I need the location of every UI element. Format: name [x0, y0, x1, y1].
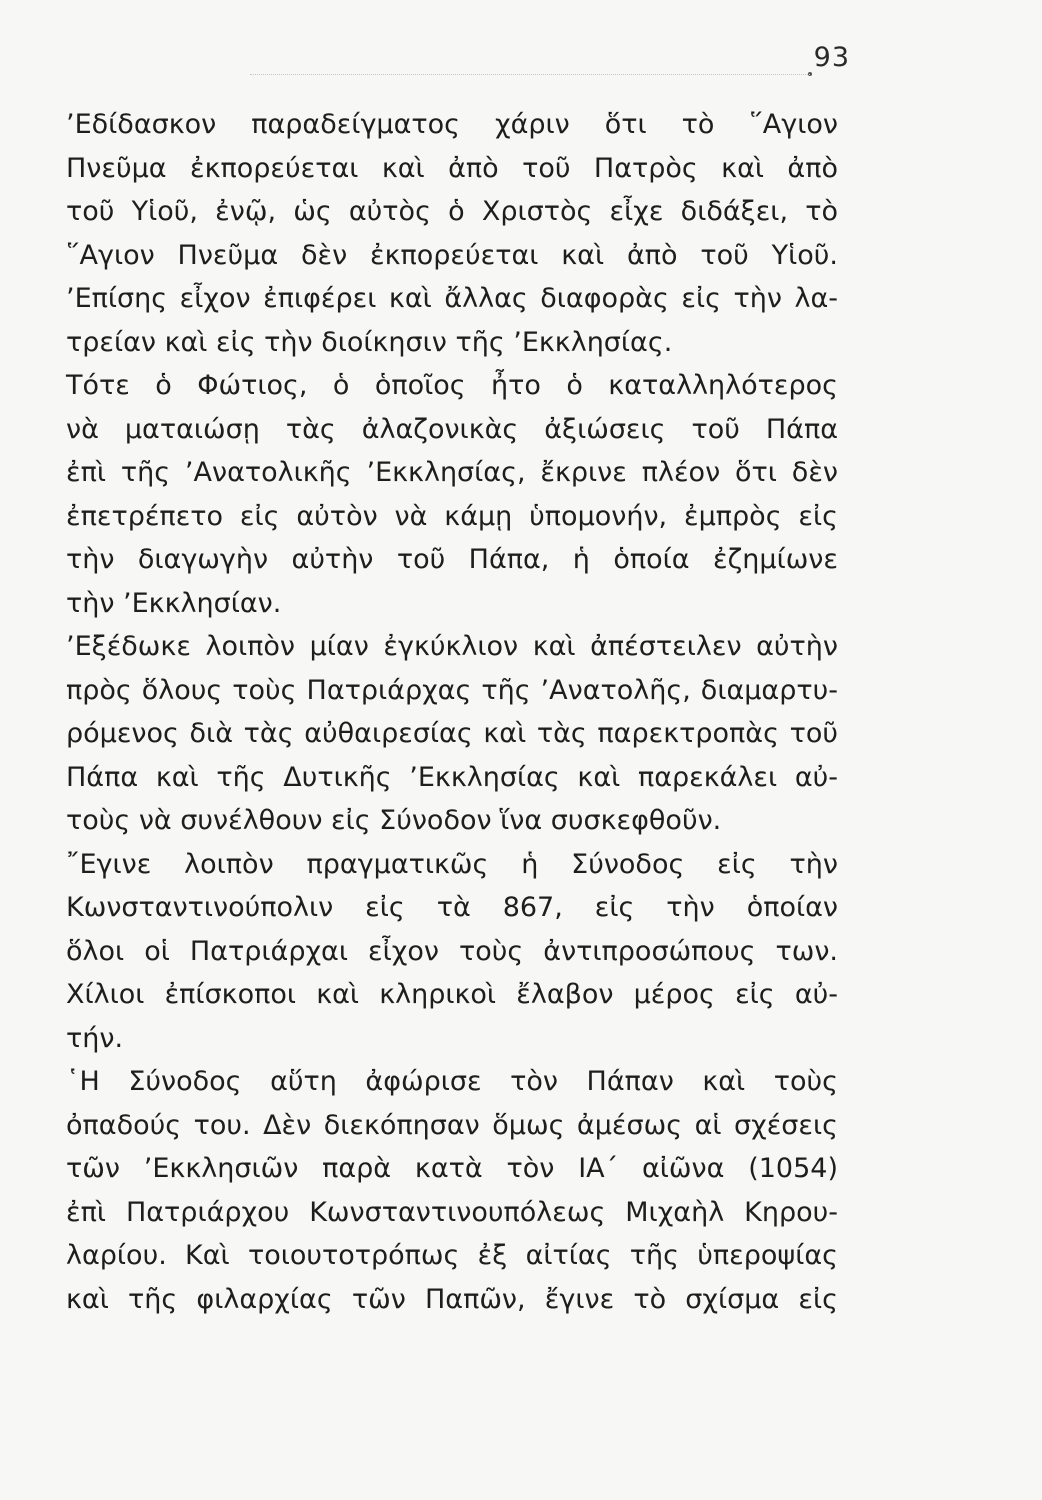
text-line: ’Επίσης εἶχον ἐπιφέρει καὶ ἄλλας διαφορὰς εἰς τὴν λα-	[66, 283, 838, 314]
text-line: τοῦ Υἱοῦ, ἐνῷ, ὡς αὐτὸς ὁ Χριστὸς εἶχε διδάξει, τὸ	[66, 196, 838, 227]
text-line: ῎Εγινε λοιπὸν πραγματικῶς ἡ Σύνοδος εἰς τὴν	[66, 848, 838, 880]
text-line: Χίλιοι ἐπίσκοποι καὶ κληρικοὶ ἔλαβον μέρος εἰς αὐ-	[66, 979, 838, 1010]
text-line: τῶν ’Εκκλησιῶν παρὰ κατὰ τὸν ΙΑ΄ αἰῶνα (1054)	[66, 1153, 838, 1184]
text-line: τήν.	[66, 1022, 124, 1054]
page-number: 93	[790, 42, 850, 73]
text-line: ῾Η Σύνοδος αὕτη ἀφώρισε τὸν Πάπαν καὶ τοὺς	[66, 1066, 838, 1097]
text-line: πρὸς ὅλους τοὺς Πατριάρχας τῆς ’Ανατολῆς, διαμαρτυ-	[66, 674, 838, 706]
text-line: τρείαν καὶ εἰς τὴν διοίκησιν τῆς ’Εκκλησίας.	[66, 326, 673, 358]
text-line: Τότε ὁ Φώτιος, ὁ ὁποῖος ἦτο ὁ καταλληλότερος	[66, 370, 838, 401]
text-line: Πνεῦμα ἐκπορεύεται καὶ ἀπὸ τοῦ Πατρὸς καὶ ἀπὸ	[66, 152, 838, 184]
text-line: ἐπὶ Πατριάρχου Κωνσταντινουπόλεως Μιχαὴλ Κηρου-	[66, 1196, 838, 1228]
text-line: ’Εξέδωκε λοιπὸν μίαν ἐγκύκλιον καὶ ἀπέστειλεν αὐτὴν	[66, 631, 838, 662]
text-line: τοὺς νὰ συνέλθουν εἰς Σύνοδον ἵνα συσκεφθοῦν.	[66, 805, 722, 836]
text-line: ὅλοι οἱ Πατριάρχαι εἶχον τοὺς ἀντιπροσώπους των.	[66, 935, 838, 967]
text-line: Κωνσταντινούπολιν εἰς τὰ 867, εἰς τὴν ὁποίαν	[66, 892, 838, 923]
text-line: ρόμενος διὰ τὰς αὐθαιρεσίας καὶ τὰς παρεκτροπὰς τοῦ	[66, 718, 838, 749]
text-line: ἐπὶ τῆς ’Ανατολικῆς ’Εκκλησίας, ἔκρινε πλέον ὅτι δὲν	[66, 457, 838, 488]
body-text	[66, 103, 838, 1321]
text-line: ῞Αγιον Πνεῦμα δὲν ἐκπορεύεται καὶ ἀπὸ τοῦ Υἱοῦ.	[66, 239, 838, 271]
text-line: ὀπαδούς του. Δὲν διεκόπησαν ὅμως ἀμέσως αἱ σχέσεις	[66, 1109, 838, 1141]
text-line: Πάπα καὶ τῆς Δυτικῆς ’Εκκλησίας καὶ παρεκάλει αὐ-	[66, 761, 838, 793]
text-line: ἐπετρέπετο εἰς αὐτὸν νὰ κάμῃ ὑπομονήν, ἐμπρὸς εἰς	[66, 500, 838, 532]
text-line: τὴν διαγωγὴν αὐτὴν τοῦ Πάπα, ἡ ὁποία ἐζημίωνε	[66, 544, 838, 575]
header-rule	[250, 74, 810, 75]
text-line: καὶ τῆς φιλαρχίας τῶν Παπῶν, ἔγινε τὸ σχίσμα εἰς	[66, 1283, 838, 1315]
text-line: λαρίου. Καὶ τοιουτοτρόπως ἐξ αἰτίας τῆς ὑπεροψίας	[66, 1240, 838, 1271]
text-line: νὰ ματαιώσῃ τὰς ἀλαζονικὰς ἀξιώσεις τοῦ Πάπα	[66, 413, 838, 445]
text-line: τὴν ’Εκκλησίαν.	[66, 587, 282, 619]
text-line: ’Εδίδασκον παραδείγματος χάριν ὅτι τὸ ῞Αγιον	[66, 109, 838, 140]
